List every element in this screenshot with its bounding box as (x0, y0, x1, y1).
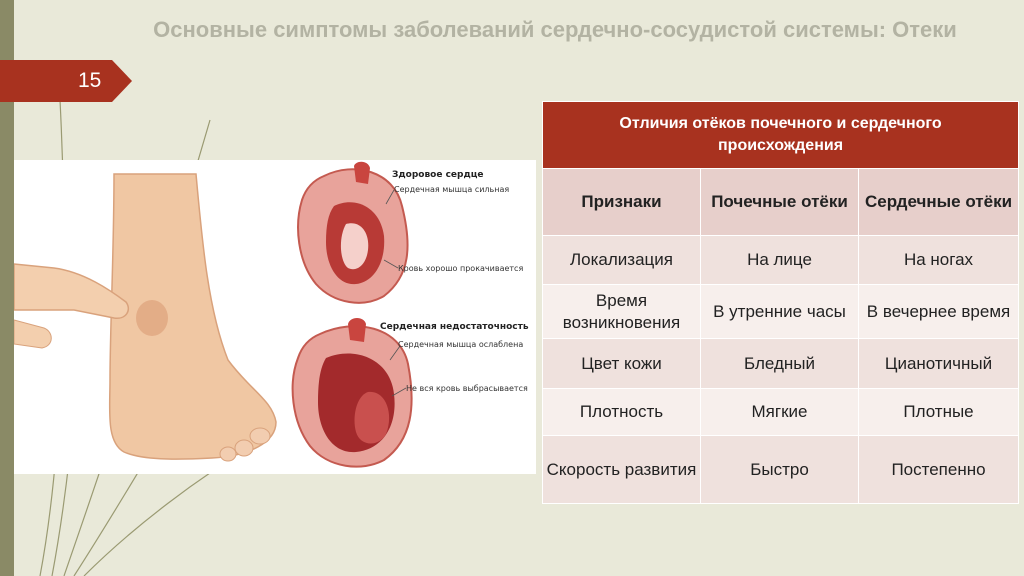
foot-and-heart-image (14, 160, 536, 474)
caption-healthy-blood: Кровь хорошо прокачивается (398, 264, 524, 273)
table-cell: Быстро (701, 436, 859, 504)
table-cell: Время возникновения (543, 285, 701, 339)
table-header-row (543, 169, 1019, 236)
table-cell: Локализация (543, 236, 701, 285)
table-cell: Плотные (859, 389, 1019, 436)
table-cell: Постепенно (859, 436, 1019, 504)
table-row (543, 236, 1019, 285)
table-row (543, 285, 1019, 339)
caption-failure-muscle: Сердечная мышца ослаблена (398, 340, 524, 349)
table-cell: В утренние часы (701, 285, 859, 339)
caption-failure-blood: Не вся кровь выбрасывается (406, 384, 528, 393)
table-row (543, 436, 1019, 504)
caption-healthy-heart: Здоровое сердце (392, 170, 484, 180)
header-cell: Признаки (543, 169, 701, 236)
table-cell: В вечернее время (859, 285, 1019, 339)
edema-illustration (14, 160, 536, 474)
table-cell: Бледный (701, 339, 859, 389)
table-row (543, 389, 1019, 436)
slide-title: Основные симптомы заболеваний сердечно-сосудистой системы: Отеки (153, 17, 957, 42)
header-cell: Сердечные отёки (859, 169, 1019, 236)
caption-healthy-muscle: Сердечная мышца сильная (394, 185, 510, 194)
table-cell: Мягкие (701, 389, 859, 436)
table-cell: Скорость развития (543, 436, 701, 504)
table-title: Отличия отёков почечного и сердечного происхождения (543, 102, 1019, 169)
slide-number-badge (0, 60, 132, 102)
table-cell: Цианотичный (859, 339, 1019, 389)
table-row (543, 339, 1019, 389)
comparison-table (542, 101, 1019, 504)
table-cell: Цвет кожи (543, 339, 701, 389)
header-cell: Почечные отёки (701, 169, 859, 236)
table-cell: На ногах (859, 236, 1019, 285)
slide-number: 15 (78, 69, 102, 92)
table-cell: На лице (701, 236, 859, 285)
caption-heart-failure: Сердечная недостаточность (380, 322, 529, 332)
table-cell: Плотность (543, 389, 701, 436)
